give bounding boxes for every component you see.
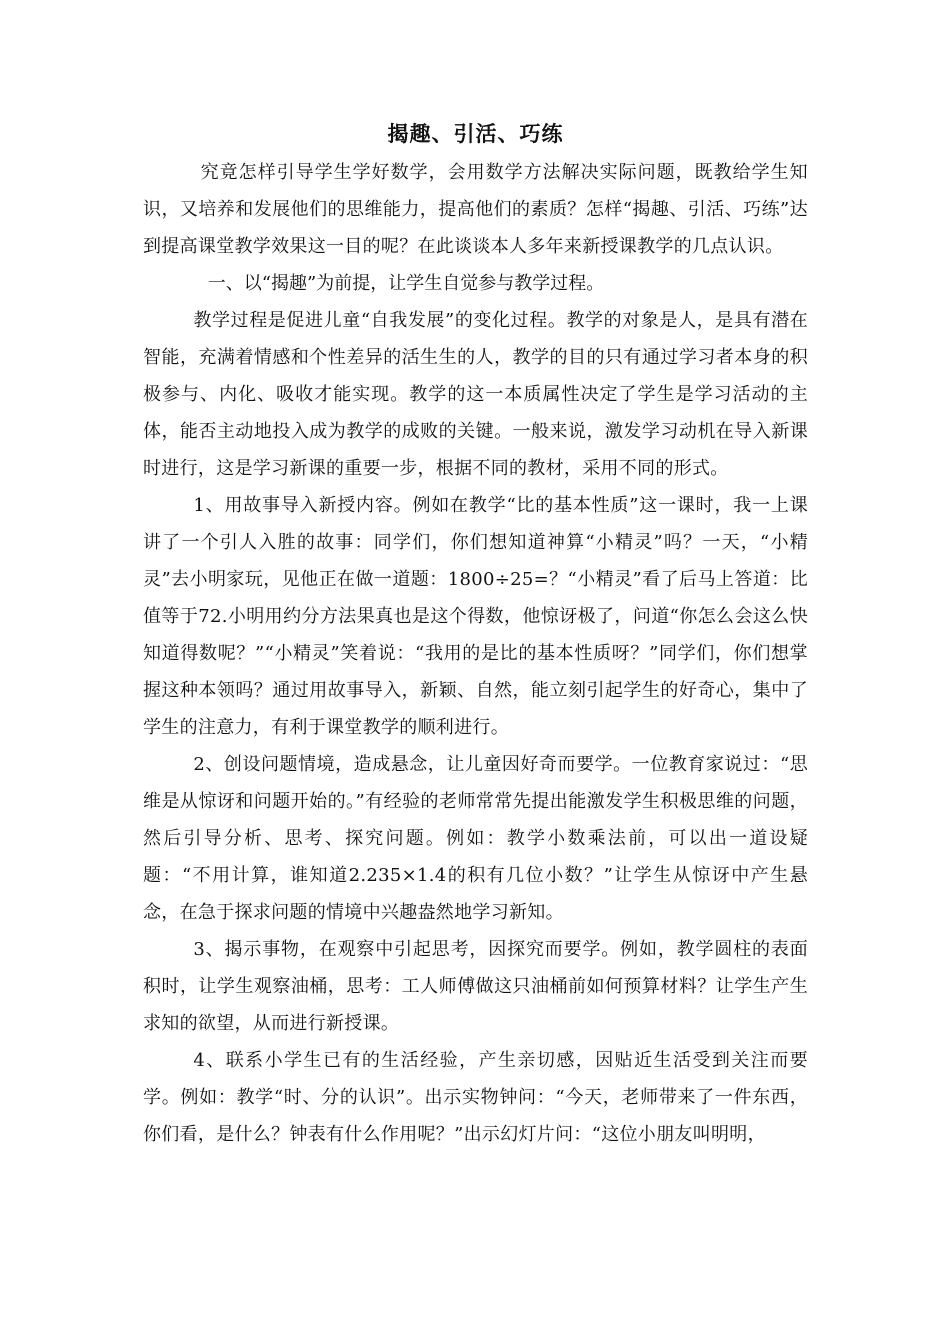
intro-paragraph: 究竟怎样引导学生学好数学，会用数学方法解决实际问题，既教给学生知识，又培养和发展他们的思维能力，提高他们的素质？怎样“揭趣、引活、巧练”达到提高课堂教学效果这一目的呢？在此谈谈本人多年来新授课教学的几点认识。 [143,162,808,257]
body-paragraph: 3、揭示事物，在观察中引起思考，因探究而要学。例如，教学圆柱的表面积时，让学生观察油桶，思考：工人师傅做这只油桶前如何预算材料？让学生产生求知的欲望，从而进行新授课。 [143,939,808,1034]
body-paragraph: 1、用故事导入新授内容。例如在教学“比的基本性质”这一课时，我一上课讲了一个引人入胜的故事：同学们，你们想知道神算“小精灵”吗？一天，“小精灵”去小明家玩，见他正在做一道题：1800÷25=？“小精灵”看了后马上答道：比值等于72.小明用约分方法果真也是这个得数，他惊讶极了，问道“你怎么会这么快知道得数呢？”“小精灵”笑着说：“我用的是比的基本性质呀？”同学们，你们想掌握这种本领吗？通过用故事导入，新颖、自然，能立刻引起学生的好奇心，集中了学生的注意力，有利于课堂教学的顺利进行。 [143,495,808,738]
body-paragraph: 2、创设问题情境，造成悬念，让儿童因好奇而要学。一位教育家说过：“思维是从惊讶和问题开始的。”有经验的老师常常先提出能激发学生积极思维的问题，然后引导分析、思考、探究问题。例如：教学小数乘法前，可以出一道设疑题：“不用计算，谁知道2.235×1.4的积有几位小数？”让学生从惊讶中产生悬念，在急于探求问题的情境中兴趣盎然地学习新知。 [143,754,808,923]
document-page [143,120,808,1153]
document-title: 揭趣、引活、巧练 [387,121,564,146]
body-paragraph: 教学过程是促进儿童“自我发展”的变化过程。教学的对象是人，是具有潜在智能，充满着情感和个性差异的活生生的人，教学的目的只有通过学习者本身的积极参与、内化、吸收才能实现。教学的这一本质属性决定了学生是学习活动的主体，能否主动地投入成为教学的成败的关键。一般来说，激发学习动机在导入新课时进行，这是学习新课的重要一步，根据不同的教材，采用不同的形式。 [143,310,808,479]
section-heading-1: 一、以“揭趣”为前提，让学生自觉参与教学过程。 [207,273,605,294]
body-paragraph: 4、联系小学生已有的生活经验，产生亲切感，因贴近生活受到关注而要学。例如：教学“时、分的认识”。出示实物钟问：“今天，老师带来了一件东西，你们看，是什么？钟表有什么作用呢？”出示幻灯片问：“这位小朋友叫明明， [143,1050,808,1145]
